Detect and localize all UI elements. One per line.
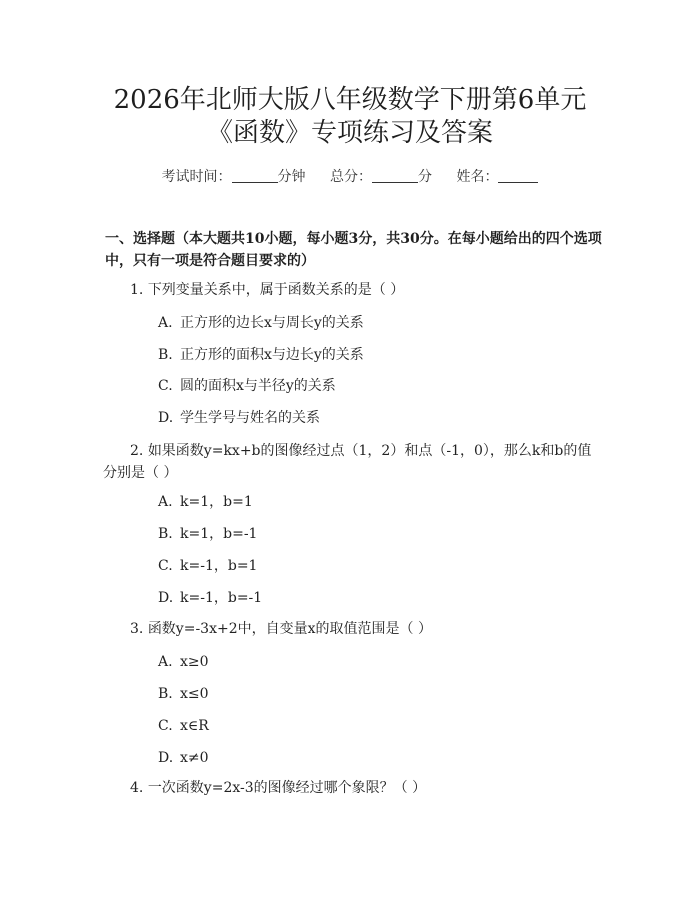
question-text: 一次函数y=2x-3的图像经过哪个象限？（ ） xyxy=(147,780,427,796)
exam-time-label: 考试时间： xyxy=(161,169,232,185)
option-text: 圆的面积x与半径y的关系 xyxy=(180,378,336,394)
option-letter: B. xyxy=(158,526,173,542)
question-2-option-a[interactable] xyxy=(158,492,253,512)
question-number: 1. xyxy=(130,282,144,298)
question-number: 3. xyxy=(130,621,144,637)
option-letter: B. xyxy=(158,686,173,702)
option-text: k=1，b=-1 xyxy=(180,526,258,542)
exam-time-unit: 分钟 xyxy=(277,169,306,185)
question-text-line-2: 分别是（ ） xyxy=(103,465,178,481)
page-title-line-2: 《函数》专项练习及答案 xyxy=(206,118,493,148)
total-score-blank[interactable] xyxy=(372,168,418,183)
student-name-blank[interactable] xyxy=(498,168,538,183)
question-3-option-b[interactable] xyxy=(158,684,209,704)
question-1-option-b[interactable] xyxy=(158,345,364,365)
question-text: 函数y=-3x+2中，自变量x的取值范围是（ ） xyxy=(147,621,432,637)
option-text: x∈R xyxy=(180,718,209,734)
question-1 xyxy=(130,279,600,301)
question-3-option-d[interactable] xyxy=(158,748,209,768)
option-text: k=-1，b=1 xyxy=(180,558,258,574)
total-score-unit: 分 xyxy=(418,169,432,185)
option-letter: D. xyxy=(158,410,174,426)
total-score-field xyxy=(330,169,436,185)
question-3 xyxy=(130,618,600,640)
option-letter: D. xyxy=(158,590,174,606)
option-letter: C. xyxy=(158,378,173,394)
question-number: 4. xyxy=(130,780,144,796)
section-heading: 一、选择题（本大题共10小题，每小题3分，共30分。在每小题给出的四个选项中，只有一项是符合题目要求的） xyxy=(105,231,602,269)
option-text: x≥0 xyxy=(180,654,209,670)
option-text: x≠0 xyxy=(180,750,209,766)
student-name-label: 姓名： xyxy=(456,169,499,185)
question-1-option-a[interactable] xyxy=(158,313,364,333)
exam-time-field xyxy=(162,169,310,185)
question-4 xyxy=(130,777,600,799)
option-text: x≤0 xyxy=(180,686,209,702)
exam-info-line xyxy=(0,167,700,187)
question-3-option-c[interactable] xyxy=(158,716,209,736)
question-1-option-d[interactable] xyxy=(158,408,320,428)
option-text: 正方形的面积x与边长y的关系 xyxy=(180,347,364,363)
option-letter: C. xyxy=(158,558,173,574)
question-2-option-b[interactable] xyxy=(158,524,257,544)
question-1-option-c[interactable] xyxy=(158,376,336,396)
option-letter: B. xyxy=(158,347,173,363)
question-2-option-c[interactable] xyxy=(158,556,257,576)
option-letter: A. xyxy=(158,494,173,510)
option-letter: D. xyxy=(158,750,174,766)
student-name-field xyxy=(456,169,538,185)
option-letter: A. xyxy=(158,654,173,670)
total-score-label: 总分： xyxy=(330,169,372,185)
option-text: k=-1，b=-1 xyxy=(180,590,263,606)
question-text: 下列变量关系中，属于函数关系的是（ ） xyxy=(147,282,405,298)
exam-time-blank[interactable] xyxy=(232,168,278,183)
option-text: 学生学号与姓名的关系 xyxy=(180,410,320,426)
question-text-line-1: 如果函数y=kx+b的图像经过点（1，2）和点（-1，0），那么k和b的值 xyxy=(147,443,592,459)
option-text: k=1，b=1 xyxy=(180,494,253,510)
question-2 xyxy=(103,440,600,484)
option-letter: A. xyxy=(158,315,173,331)
option-letter: C. xyxy=(158,718,173,734)
question-number: 2. xyxy=(130,443,144,459)
question-3-option-a[interactable] xyxy=(158,652,209,672)
option-text: 正方形的边长x与周长y的关系 xyxy=(180,315,364,331)
question-2-option-d[interactable] xyxy=(158,588,262,608)
page-title-line-1: 2026年北师大版八年级数学下册第6单元 xyxy=(113,85,587,115)
